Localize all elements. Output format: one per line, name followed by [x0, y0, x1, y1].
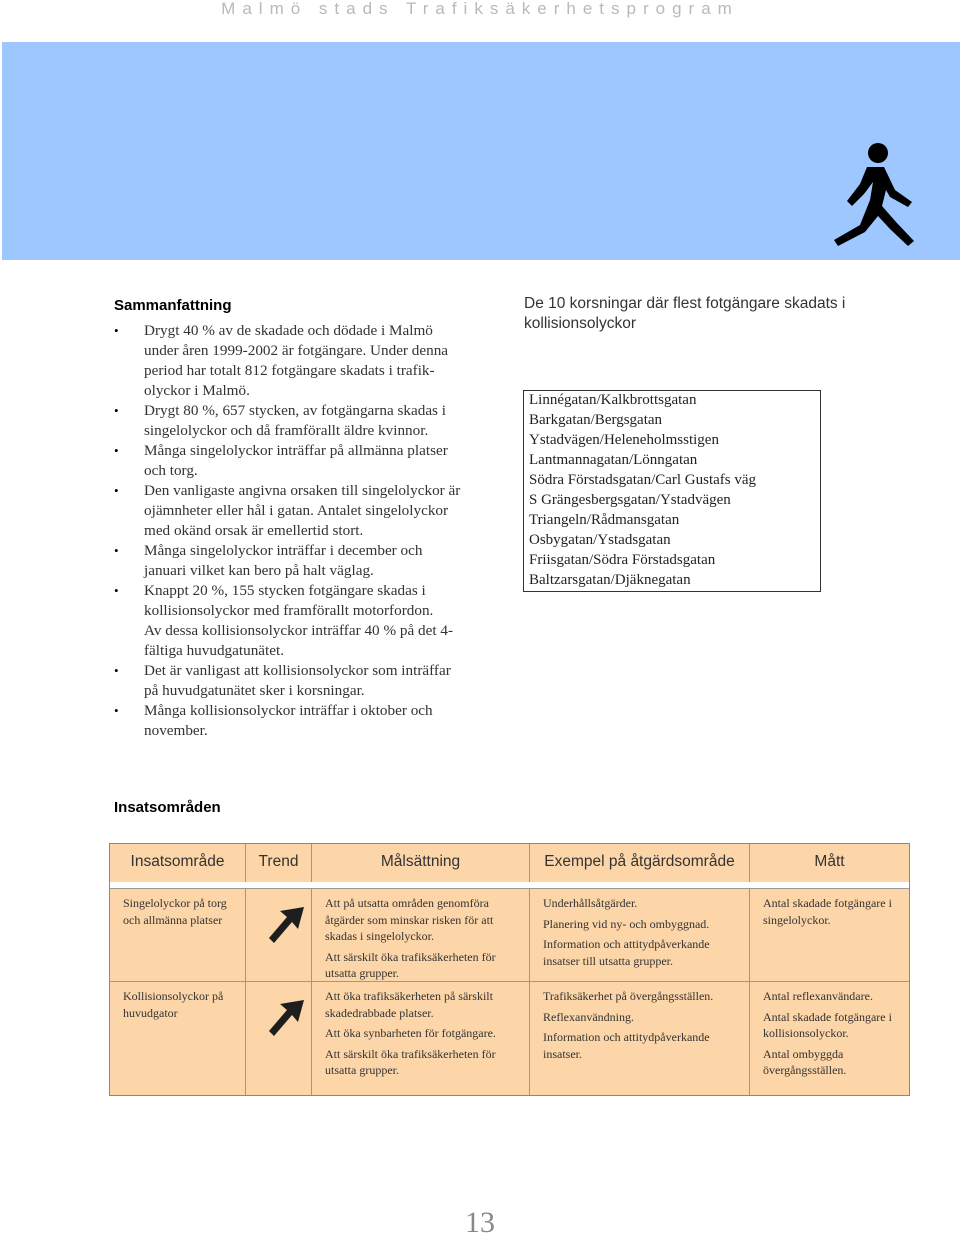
- summary-line: ojämnheter eller hål i gatan. Antalet singelolyckor: [144, 502, 449, 519]
- measure-text: Antal ombyggda övergångsställen.: [763, 1046, 847, 1077]
- summary-line: januari vilket kan bero på halt väglag.: [144, 562, 374, 579]
- summary-line: • Den vanligaste angivna orsaken till singelolyckor är: [144, 482, 461, 499]
- area-cell: Kollisionsolyckor på huvudgator: [110, 982, 246, 1095]
- goals-cell: [312, 889, 530, 981]
- table-row: [524, 391, 821, 412]
- intersection-cell: Ystadvägen/Heleneholmsstigen: [529, 432, 719, 448]
- intersection-cell: Friisgatan/Södra Förstadsgatan: [529, 552, 716, 568]
- summary-heading: Sammanfattning: [114, 297, 232, 314]
- summary-line: på huvudgatunätet sker i korsningar.: [144, 682, 365, 699]
- summary-line: • Många singelolyckor inträffar på allmänna platser: [144, 442, 448, 459]
- intersection-cell: Lantmannagatan/Lönngatan: [529, 452, 698, 468]
- measure-text: Antal skadade fotgängare i singelolyckor.: [763, 896, 892, 927]
- intersection-cell: S Grängesbergsgatan/Ystadvägen: [529, 492, 731, 508]
- summary-list: [112, 321, 472, 741]
- summary-line: • Drygt 80 %, 657 stycken, av fotgängarna skadas i: [144, 402, 446, 419]
- table-row: [524, 451, 821, 471]
- measure-text: Antal reflexanvändare.: [763, 989, 873, 1003]
- goals-cell: [312, 982, 530, 1095]
- summary-line: fältiga huvudgatunätet.: [144, 642, 285, 659]
- column-header-matt: Mått: [814, 853, 845, 870]
- examples-cell: [530, 889, 750, 981]
- table-row: [524, 531, 821, 551]
- intersection-cell: Barkgatan/Bergsgatan: [529, 412, 663, 428]
- example-text: Trafiksäkerhet på övergångsställen.: [543, 989, 714, 1003]
- table-row: [524, 411, 821, 431]
- intersections-table: [523, 390, 821, 592]
- goal-text: Att särskilt öka trafiksäkerheten för utsatta grupper.: [325, 1046, 496, 1077]
- example-text: Reflexanvändning.: [543, 1009, 634, 1024]
- column-header-trend: Trend: [246, 844, 312, 882]
- summary-item: [112, 441, 472, 481]
- summary-line: Av dessa kollisionsolyckor inträffar 40 % på det 4-: [144, 622, 454, 639]
- measures-cell: [750, 889, 909, 981]
- table-row: [110, 888, 909, 981]
- summary-line: period har totalt 812 fotgängare skadats i trafik-: [144, 362, 435, 379]
- measure-text: Antal skadade fotgängare i kollisionsolyckor.: [763, 1009, 892, 1040]
- insatser-heading: Insatsområden: [114, 799, 221, 816]
- measures-cell: [750, 982, 909, 1095]
- summary-line: och torg.: [144, 462, 198, 479]
- summary-item: [112, 481, 472, 541]
- up-right-arrow-icon: [268, 1000, 304, 1040]
- summary-item: [112, 661, 472, 701]
- summary-item: [112, 401, 472, 441]
- column-header-exempel: Exempel på åtgärdsområde: [530, 844, 750, 882]
- intersection-cell: Södra Förstadsgatan/Carl Gustafs väg: [529, 472, 757, 488]
- pedestrian-walking-icon: [820, 140, 920, 252]
- summary-line: under åren 1999-2002 är fotgängare. Under denna: [144, 342, 449, 359]
- column-header-insatsomrade: Insatsområde: [110, 844, 246, 882]
- banner: [2, 42, 960, 260]
- table-row: [524, 431, 821, 451]
- summary-item: [112, 541, 472, 581]
- examples-cell: [530, 982, 750, 1095]
- summary-line: med okänd orsak är emellertid stort.: [144, 522, 364, 539]
- goal-text: Att på utsatta områden genomföra åtgärder som minskar risken för att skadas i singelolyckor.: [325, 896, 494, 943]
- intersections-title: De 10 korsningar där flest fotgängare skadats i kollisionsolyckor: [524, 295, 846, 332]
- table-row: [524, 571, 821, 592]
- intersection-cell: Linnégatan/Kalkbrottsgatan: [529, 392, 697, 408]
- table-row: [110, 981, 909, 1095]
- intersection-cell: Osbygatan/Ystadsgatan: [529, 532, 671, 548]
- table-row: [524, 551, 821, 571]
- summary-line: olyckor i Malmö.: [144, 382, 250, 399]
- intersection-cell: Baltzarsgatan/Djäknegatan: [529, 572, 691, 588]
- summary-item: [112, 321, 472, 401]
- goal-text: Att öka trafiksäkerheten på särskilt skadedrabbade platser.: [325, 989, 493, 1020]
- example-text: Information och attitydpåverkande insatser till utsatta grupper.: [543, 937, 710, 968]
- area-cell: Singelolyckor på torg och allmänna platser: [110, 889, 246, 981]
- summary-line: • Drygt 40 % av de skadade och dödade i Malmö: [144, 322, 433, 339]
- summary-line: november.: [144, 722, 208, 739]
- summary-line: singelolyckor och då framförallt äldre kvinnor.: [144, 422, 429, 439]
- page-number: 13: [465, 1206, 495, 1239]
- table-row: [524, 511, 821, 531]
- trend-cell: [246, 889, 312, 981]
- example-text: Information och attitydpåverkande insatser.: [543, 1030, 710, 1061]
- column-header-malsattning: Målsättning: [312, 844, 530, 882]
- trend-cell: [246, 982, 312, 1095]
- summary-line: • Knappt 20 %, 155 stycken fotgängare skadas i: [144, 582, 426, 599]
- summary-item: [112, 581, 472, 661]
- intersection-cell: Triangeln/Rådmansgatan: [529, 512, 680, 528]
- insatser-table: [109, 843, 910, 1096]
- summary-line: • Det är vanligast att kollisionsolyckor som inträffar: [144, 662, 451, 679]
- example-text: Planering vid ny- och ombyggnad.: [543, 916, 710, 931]
- example-text: Underhållsåtgärder.: [543, 896, 638, 910]
- summary-line: kollisionsolyckor med framförallt motorfordon.: [144, 602, 434, 619]
- table-row: [524, 491, 821, 511]
- up-right-arrow-icon: [268, 907, 304, 947]
- document-header-title: Malmö stads Trafiksäkerhetsprogram: [221, 0, 739, 18]
- summary-item: [112, 701, 472, 741]
- goal-text: Att särskilt öka trafiksäkerheten för utsatta grupper.: [325, 949, 496, 980]
- summary-line: • Många singelolyckor inträffar i december och: [144, 542, 423, 559]
- insatser-table-header: [110, 844, 909, 888]
- table-row: [524, 471, 821, 491]
- goal-text: Att öka synbarheten för fotgängare.: [325, 1026, 496, 1040]
- summary-line: • Många kollisionsolyckor inträffar i oktober och: [144, 702, 433, 719]
